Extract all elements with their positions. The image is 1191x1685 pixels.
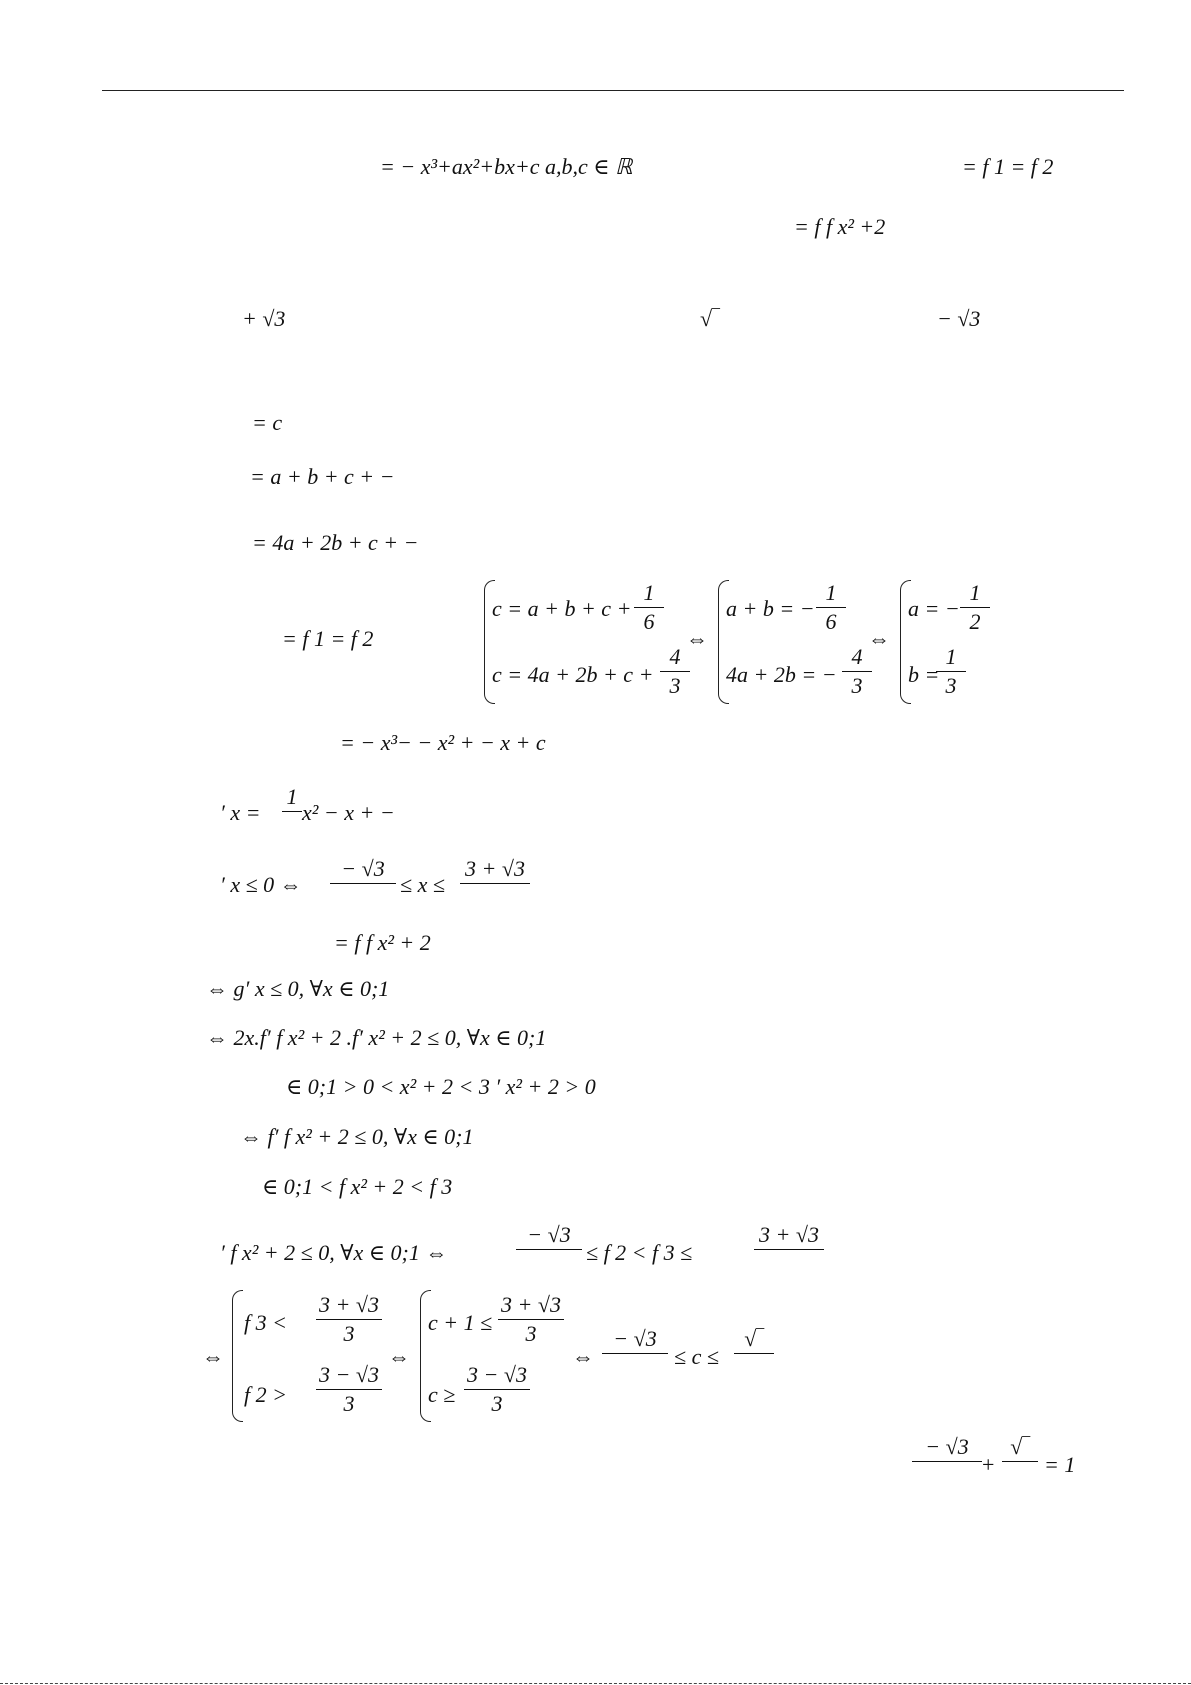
f-at-2: = 4a + 2b + c + − bbox=[252, 530, 419, 555]
equiv-sign-5: ⇔ bbox=[572, 1344, 594, 1369]
condition-lhs: = f 1 = f 2 bbox=[282, 626, 374, 651]
footer-rule bbox=[0, 1683, 1191, 1684]
system2-row1-fraction: $\frac{1}{6}$ bbox=[816, 580, 846, 635]
system4-row2: f 2 > bbox=[244, 1382, 287, 1407]
system3-row2-fraction: $\frac{1}{3}$ bbox=[936, 644, 966, 699]
system4-row1-fraction: $\frac{3 + √3}{3}$ bbox=[316, 1292, 382, 1347]
final-upper-bound: √‾ bbox=[734, 1326, 774, 1381]
f-at-1: = a + b + c + − bbox=[250, 464, 395, 489]
system2-row2: 4a + 2b = − bbox=[726, 662, 837, 687]
equiv-sign-1: ⇔ bbox=[686, 626, 708, 651]
f-prime-tail: x² − x + − bbox=[302, 800, 395, 825]
system1-row1: c = a + b + c + bbox=[492, 596, 632, 621]
system2-row1: a + b = − bbox=[726, 596, 815, 621]
option-c-value: − √3 bbox=[937, 306, 981, 331]
step-6-lower-bound: − √3 bbox=[516, 1222, 582, 1277]
system1-row2-fraction: $\frac{4}{3}$ bbox=[660, 644, 690, 699]
system2-row2-fraction: $\frac{4}{3}$ bbox=[842, 644, 872, 699]
sum-result: = 1 bbox=[1044, 1452, 1076, 1477]
step-6-middle: ≤ f 2 < f 3 ≤ bbox=[586, 1240, 693, 1265]
inequality-lower-bound: − √3 bbox=[330, 856, 396, 911]
equiv-sign-2: ⇔ bbox=[868, 626, 890, 651]
system5-row1: c + 1 ≤ bbox=[428, 1310, 493, 1335]
header-rule bbox=[102, 90, 1124, 91]
inequality-upper-bound: 3 + √3 bbox=[460, 856, 530, 911]
step-6-upper-bound: 3 + √3 bbox=[754, 1222, 824, 1277]
equiv-sign-3: ⇔ bbox=[202, 1344, 224, 1369]
composite-function: = f f x² +2 bbox=[794, 214, 886, 239]
step-4: ⇔ f′ f x² + 2 ≤ 0, ∀x ∈ 0;1 bbox=[240, 1124, 474, 1149]
step-1: ⇔ g′ x ≤ 0, ∀x ∈ 0;1 bbox=[206, 976, 390, 1001]
system3-row1-fraction: $\frac{1}{2}$ bbox=[960, 580, 990, 635]
system5-row2: c ≥ bbox=[428, 1382, 456, 1407]
f-prime-prefix: ′ x = bbox=[220, 800, 261, 825]
f-prime-coefficient: 1 bbox=[282, 784, 302, 839]
option-b-value: √‾ bbox=[700, 306, 720, 331]
system3-row1: a = − bbox=[908, 596, 960, 621]
f-x-expression: = − x³− − x² + − x + c bbox=[340, 730, 546, 755]
step-6-prefix: ′ f x² + 2 ≤ 0, ∀x ∈ 0;1 ⇔ bbox=[220, 1240, 448, 1265]
system5-row1-fraction: $\frac{3 + √3}{3}$ bbox=[498, 1292, 564, 1347]
equiv-sign-4: ⇔ bbox=[388, 1344, 410, 1369]
step-5: ∈ 0;1 < f x² + 2 < f 3 bbox=[262, 1174, 453, 1199]
system1-row1-fraction: $\frac{1}{6}$ bbox=[634, 580, 664, 635]
final-middle: ≤ c ≤ bbox=[674, 1344, 719, 1369]
system5-row2-fraction: $\frac{3 - √3}{3}$ bbox=[464, 1362, 530, 1417]
step-2: ⇔ 2x.f′ f x² + 2 .f′ x² + 2 ≤ 0, ∀x ∈ 0;1 bbox=[206, 1025, 547, 1050]
g-x-definition: = f f x² + 2 bbox=[334, 930, 431, 955]
sum-term-1: − √3 bbox=[912, 1434, 982, 1489]
step-3: ∈ 0;1 > 0 < x² + 2 < 3 ′ x² + 2 > 0 bbox=[286, 1074, 596, 1099]
system4-row1: f 3 < bbox=[244, 1310, 287, 1335]
f-prime-inequality-prefix: ′ x ≤ 0 ⇔ bbox=[220, 872, 302, 897]
option-a-value: + √3 bbox=[242, 306, 286, 331]
f-at-0: = c bbox=[252, 410, 283, 435]
inequality-middle: ≤ x ≤ bbox=[400, 872, 445, 897]
system4-row2-fraction: $\frac{3 - √3}{3}$ bbox=[316, 1362, 382, 1417]
system3-row2: b = bbox=[908, 662, 940, 687]
sum-plus: + bbox=[982, 1452, 995, 1477]
sum-term-2: √‾ bbox=[1002, 1434, 1038, 1489]
system1-row2: c = 4a + 2b + c + bbox=[492, 662, 654, 687]
function-definition: = − x³+ax²+bx+c a,b,c ∈ ℝ bbox=[380, 154, 633, 179]
condition-equal-values: = f 1 = f 2 bbox=[962, 154, 1054, 179]
system-brace-4 bbox=[232, 1290, 243, 1422]
final-lower-bound: − √3 bbox=[602, 1326, 668, 1381]
